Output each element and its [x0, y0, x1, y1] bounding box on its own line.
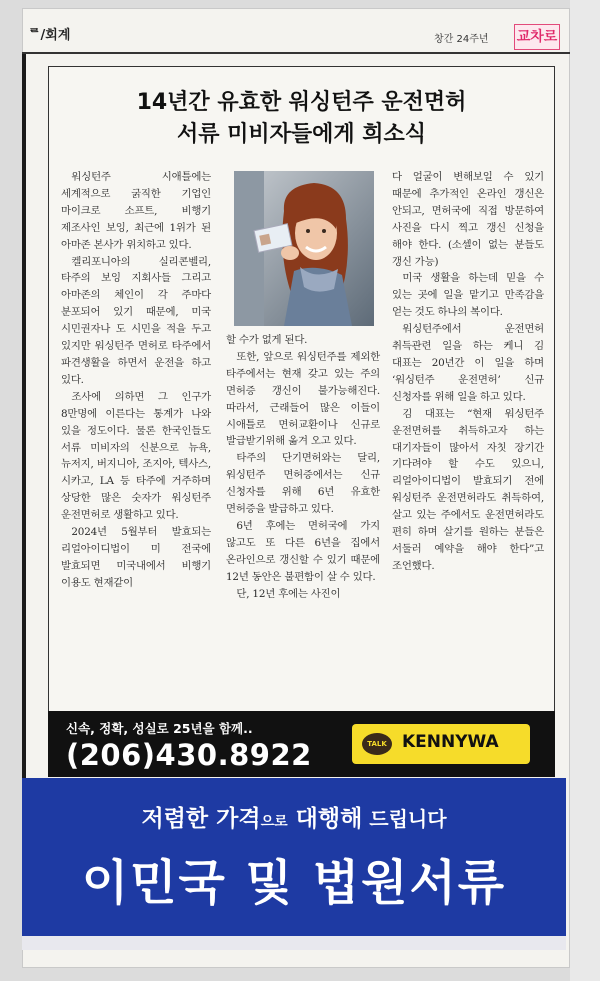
paragraph: 타주의 단기면허와는 달리, 워싱턴주 면허증에서는 신규 신청자를 위해 6년 유효한 면허증을 발급하고 있다. [226, 452, 380, 516]
paragraph: 워싱턴주 시애틀에는 세계적으로 굵직한 기업인 마이크로 소프트, 비행기 제조사인 보잉, 최근에 1위가 된 아마존 본사가 위치하고 있다. [61, 171, 211, 251]
header-rule [22, 52, 570, 54]
left-margin-bar [22, 54, 26, 794]
paragraph: 단, 12년 후에는 사진이 [236, 587, 341, 600]
paragraph: 다 얼굴이 변해보일 수 있기 때문에 추가적인 온라인 갱신은 안되고, 면허국에 직접 방문하여 사진을 다시 찍고 갱신 신청을 해야 한다. (소셀이 없는 분들도 갱신 가능) [392, 171, 544, 268]
paragraph: 켈리포니아의 실리콘벨리, 타주의 보잉 지회사들 그리고 아마존의 체인이 각 주마다 분포되어 있기 때문에, 미국 시민권자나 도 시민을 적을 두고 있지만 워싱턴주 면허로 타주에서 파견생활을 하면서 운전을 하고 있다. [61, 255, 211, 386]
paragraph: 워싱턴주에서 운전면허 취득관련 일을 하는 케니 김 대표는 20년간 이 일을 하며 ‘워싱턴주 운전면허’ 신규 신청자를 위해 일을 하고 있다. [392, 323, 544, 403]
ad-text-small: 으로 [260, 814, 288, 830]
paragraph: 6년 후에는 면허국에 가지 않고도 또 다른 6년을 집에서 온라인으로 갱신할 수 있기 때문에 12년 동안은 불편함이 살 수 있다. [226, 519, 380, 583]
article-photo [234, 171, 374, 326]
woman-with-license-photo [234, 171, 374, 326]
article-column-2 [226, 332, 380, 603]
blue-advertisement [22, 778, 566, 936]
ad-subheadline [22, 800, 566, 833]
kakao-talk-badge [352, 724, 530, 764]
paragraph: 할 수가 없게 된다. [226, 334, 308, 346]
newspaper-logo: 교차로 [514, 24, 560, 50]
contact-banner [48, 711, 555, 777]
page-header [22, 8, 570, 44]
article-headline [49, 87, 554, 151]
paragraph: 2024년 5월부터 발효되는 리얼아이디법이 미 전국에 발효되면 미국내에서 비행기 이용도 현재같이 [61, 526, 211, 589]
bottom-strip [22, 936, 566, 950]
article-box [48, 66, 555, 713]
headline-line-1: 14년간 유효한 워싱턴주 운전면허 [136, 90, 467, 115]
article-column-1 [61, 169, 211, 592]
ad-text: 대행해 [287, 806, 363, 832]
paragraph: 미국 생활을 하는데 믿을 수 있는 곳에 일을 맡기고 만족감을 얻는 것도 하나의 복이다. [392, 272, 544, 319]
article-column-3 [392, 169, 544, 575]
paragraph: 김 대표는 “현재 워싱턴주 운전면허를 취득하고자 하는 대기자들이 많아서 자칫 장기간 기다려야 할 수도 있으니, 리얼아이디법이 발효되기 전에 워싱턴주 운전면허라도 취득하여, 살고 있는 주에서도 운전면허라도 편히 하며 살기를 원하는 분들은 서둘러 예약을 해야 한다”고 조언했다. [392, 407, 544, 572]
ad-headline: 이민국 및 법원서류 [81, 855, 507, 911]
kakao-id: KENNYWA [402, 732, 499, 752]
issue-label: 창간 24주년 [434, 34, 489, 45]
section-label: ᄅ/회계 [28, 28, 71, 43]
paragraph: 조사에 의하면 그 인구가 8만명에 이른다는 통계가 나와 있을 정도이다. 물론 한국인들도 서류 미비자의 신분으로 뉴욕, 뉴저지, 버지니아, 조지아, 텍사스, 시카고, LA 등 타주에 거주하며 상당한 많은 숫자가 워싱턴주 운전면허로 생활하고 있다. [61, 390, 211, 522]
phone-number: (206)430.8922 [66, 738, 312, 772]
headline-line-2: 서류 미비자들에게 희소식 [176, 122, 427, 147]
banner-tagline: 신속, 정확, 성실로 25년을 함께.. [66, 721, 253, 736]
talk-bubble-icon: TALK [362, 733, 392, 755]
ad-text: 저렴한 가격 [141, 806, 261, 832]
ad-text-small: 드립니다 [362, 807, 447, 831]
page-edge-shadow [570, 0, 600, 981]
paragraph: 또한, 앞으로 워싱턴주를 제외한 타주에서는 현재 갖고 있는 주의 면허증 갱신이 불가능해진다. 따라서, 근래들어 많은 이들이 시애틀로 면허교환이나 신규로 발급받기위해 옮겨 오고 있다. [226, 350, 380, 448]
